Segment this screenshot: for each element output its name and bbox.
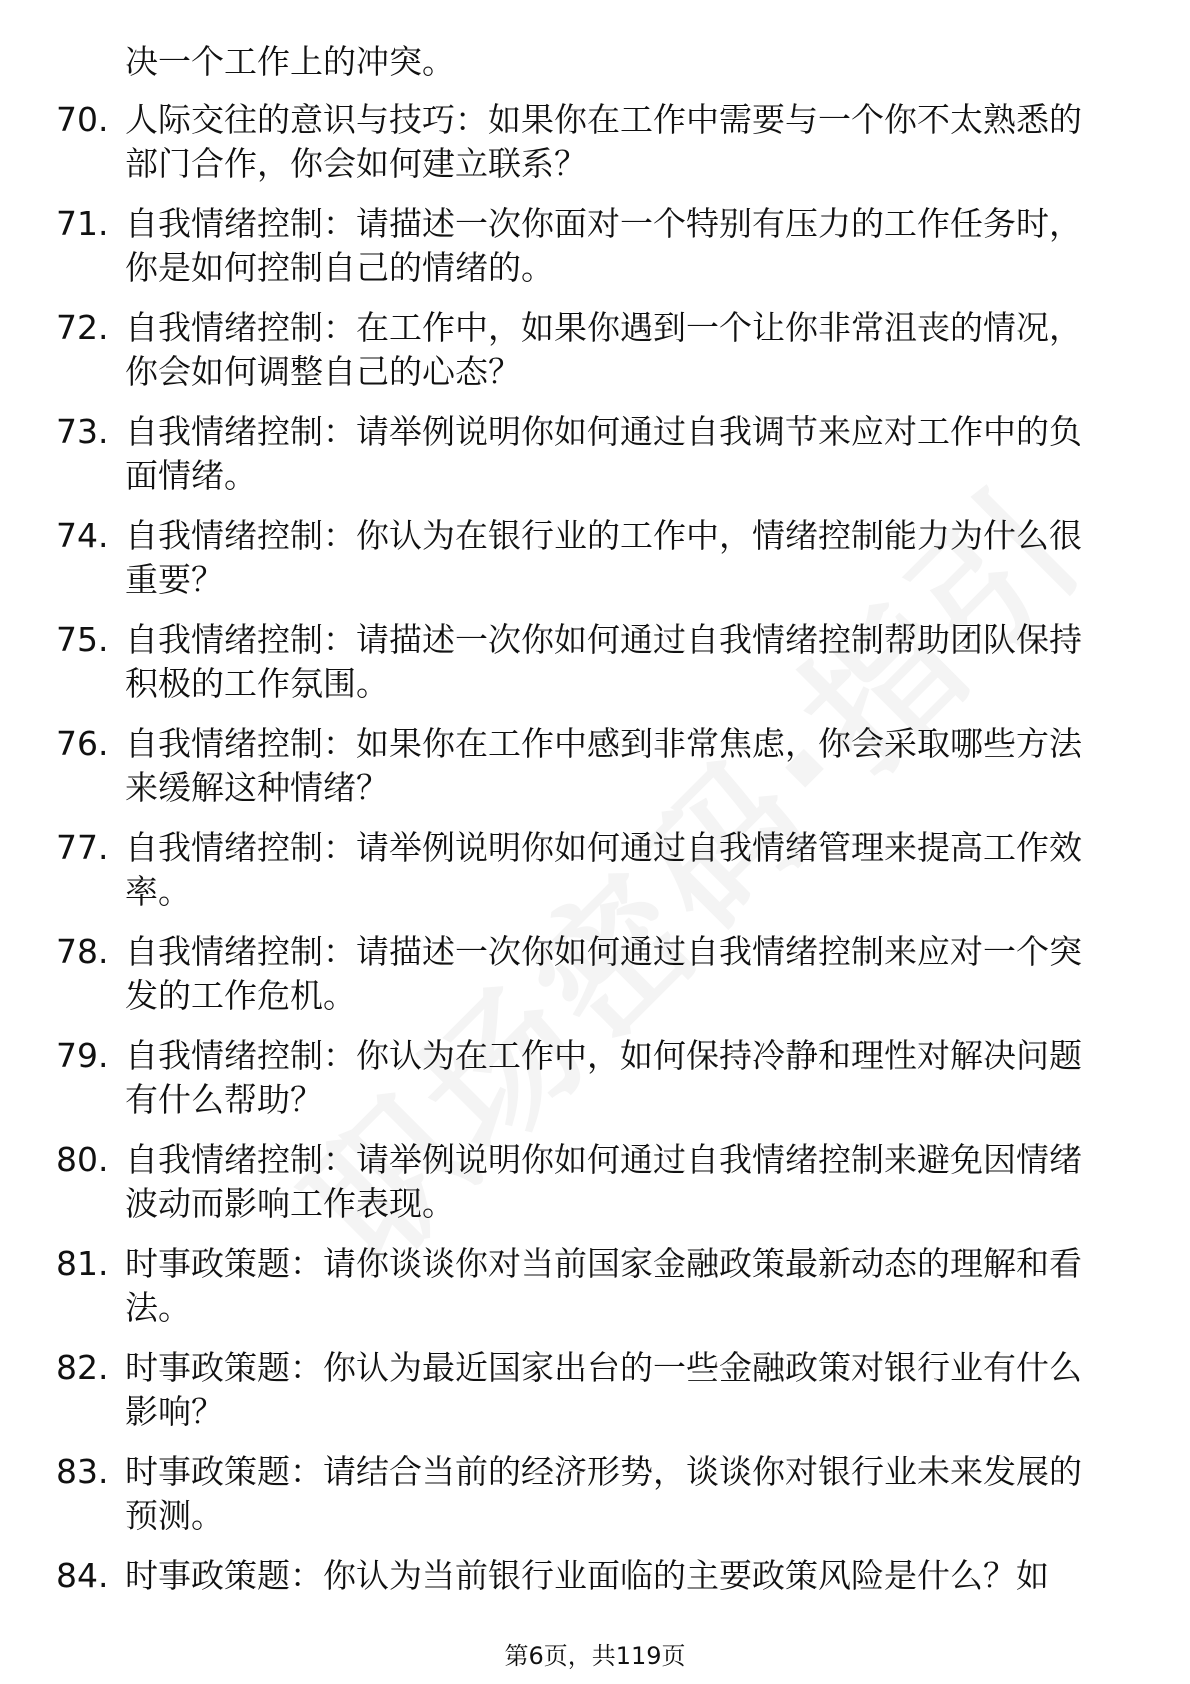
question-number: 76. (56, 724, 109, 763)
list-item (0, 930, 1190, 1018)
list-item (0, 306, 1190, 394)
question-text: 时事政策题：你认为最近国家出台的一些金融政策对银行业有什么影响？ (125, 1348, 1082, 1431)
list-item (0, 826, 1190, 914)
question-number: 70. (56, 100, 109, 139)
question-number: 78. (56, 932, 109, 971)
list-item (0, 1242, 1190, 1330)
question-number: 74. (56, 516, 109, 555)
question-text: 自我情绪控制：请举例说明你如何通过自我情绪控制来避免因情绪波动而影响工作表现。 (125, 1140, 1082, 1223)
list-item (0, 722, 1190, 810)
list-item (0, 98, 1190, 186)
question-number: 83. (56, 1452, 109, 1491)
question-text: 自我情绪控制：在工作中，如果你遇到一个让你非常沮丧的情况，你会如何调整自己的心态？ (125, 308, 1082, 391)
question-number: 71. (56, 204, 109, 243)
question-number: 80. (56, 1140, 109, 1179)
question-number: 84. (56, 1556, 109, 1595)
question-text: 自我情绪控制：请举例说明你如何通过自我调节来应对工作中的负面情绪。 (125, 412, 1082, 495)
question-text: 自我情绪控制：你认为在银行业的工作中，情绪控制能力为什么很重要？ (125, 516, 1082, 599)
question-text: 人际交往的意识与技巧：如果你在工作中需要与一个你不太熟悉的部门合作，你会如何建立联系？ (125, 100, 1082, 183)
question-list (0, 40, 1190, 1614)
question-number: 81. (56, 1244, 109, 1283)
question-number: 73. (56, 412, 109, 451)
page-footer: 第6页，共119页 (504, 1642, 686, 1670)
list-item (0, 1138, 1190, 1226)
question-text: 时事政策题：请你谈谈你对当前国家金融政策最新动态的理解和看法。 (125, 1244, 1082, 1327)
question-text: 自我情绪控制：请描述一次你面对一个特别有压力的工作任务时，你是如何控制自己的情绪的。 (125, 204, 1082, 287)
list-item (0, 202, 1190, 290)
list-item (0, 410, 1190, 498)
question-number: 75. (56, 620, 109, 659)
question-text: 时事政策题：你认为当前银行业面临的主要政策风险是什么？如 (125, 1556, 1049, 1595)
list-item (0, 40, 1190, 84)
question-text: 自我情绪控制：如果你在工作中感到非常焦虑，你会采取哪些方法来缓解这种情绪？ (125, 724, 1082, 807)
list-item (0, 1450, 1190, 1538)
question-text: 自我情绪控制：请举例说明你如何通过自我情绪管理来提高工作效率。 (125, 828, 1082, 911)
question-text: 决一个工作上的冲突。 (125, 42, 455, 81)
list-item (0, 1346, 1190, 1434)
question-text: 自我情绪控制：请描述一次你如何通过自我情绪控制帮助团队保持积极的工作氛围。 (125, 620, 1082, 703)
question-text: 时事政策题：请结合当前的经济形势，谈谈你对银行业未来发展的预测。 (125, 1452, 1082, 1535)
question-number: 82. (56, 1348, 109, 1387)
question-number: 79. (56, 1036, 109, 1075)
list-item (0, 1554, 1190, 1598)
question-number: 77. (56, 828, 109, 867)
question-text: 自我情绪控制：你认为在工作中，如何保持冷静和理性对解决问题有什么帮助？ (125, 1036, 1082, 1119)
list-item (0, 514, 1190, 602)
question-text: 自我情绪控制：请描述一次你如何通过自我情绪控制来应对一个突发的工作危机。 (125, 932, 1082, 1015)
question-number: 72. (56, 308, 109, 347)
list-item (0, 1034, 1190, 1122)
list-item (0, 618, 1190, 706)
